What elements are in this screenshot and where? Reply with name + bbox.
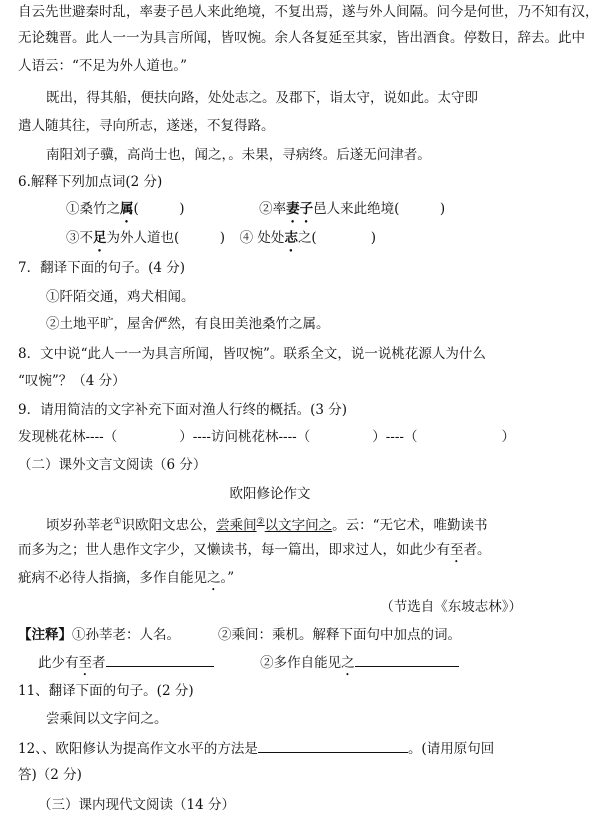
q8-line-1: 8．文中说“此人一一为具言所闻，皆叹惋”。联系全文，说一说桃花源人为什么 [18,346,486,362]
source-citation: （节选自《东坡志林》） [380,599,522,615]
q6-row-2 [66,228,528,255]
q12-line-1: 12、、欧阳修认为提高作文水平的方法是 。(请用原句回 [18,738,528,759]
word-item-2: ②多作自能见之 [260,655,459,671]
q7-title: 7．翻译下面的句子。(4 分) [18,260,186,276]
passage-line-6-part-a: 南阳刘子骥，高尚士也，闻之 [46,147,222,163]
note-1: ①孙莘老：人名。 [72,627,180,643]
word-questions [38,652,528,679]
note-2: ②乘间：乘机。解释下面句中加点的词。 [218,627,461,643]
passage-line-1: 自云先世避秦时乱，率妻子邑人来此绝境，不复出焉，遂与外人间隔。问今是何世，乃不知有汉， [18,4,599,20]
notes-line [18,625,528,645]
q6-item-a: ①桑竹之属( ) [66,201,185,217]
passage-line-4: 既出，得其船，便扶向路，处处志之。及郡下，诣太守，说如此。太守即 [46,90,478,106]
q9-flow: 发现桃花林----（ ）----访问桃花林----（ ）----（ ） [18,429,515,445]
passage-line-6: 南阳刘子骥，高尚士也，闻之，。未果，寻病终。后遂无问津者。 [46,147,431,163]
q7-sentence-2: ②土地平旷，屋舍俨然，有良田美池桑竹之属。 [46,316,330,332]
classical-line-3: 疵病不必待人指摘，多作自能见之。” [18,570,235,586]
q6-title: 6.解释下列加点词(2 分) [18,174,163,190]
passage-title: 欧阳修论作文 [229,486,311,502]
classical-line-2: 而多为之；世人患作文字少，又懒读书，每一篇出，即求过人，如此少有至者。 [18,542,491,558]
q11-sentence: 尝乘间以文字问之。 [46,711,168,727]
classical-line-1: 顷岁孙莘老①识欧阳文忠公，尝乘间②以文字问之。云：“无它术，唯勤读书 [46,517,488,534]
q6-row-1 [66,199,528,226]
passage-line-5: 遣人随其往，寻向所志，遂迷，不复得路。 [18,118,275,134]
passage-line-6-part-b: 。未果，寻病终。后遂无问津者。 [228,147,431,163]
q9-title: 9．请用简洁的文字补充下面对渔人行终的概括。(3 分) [18,402,348,418]
q7-sentence-1: ①阡陌交通，鸡犬相闻。 [46,289,195,305]
passage-line-2: 无论魏晋。此人一一为具言所闻，皆叹惋。余人各复延至其家，皆出酒食。停数日，辞去。此中 [18,30,585,46]
q6-item-c: ③不足为外人道也( ) [66,230,226,246]
q6-item-d: ④ 处处志之( ) [239,230,376,246]
q12-line-2: 答)（2 分) [18,767,82,783]
q11-title: 11、翻译下面的句子。(2 分) [18,683,194,699]
section-2-heading: （二）课外文言文阅读（6 分） [18,457,207,473]
q6-item-b: ②率妻子邑人来此绝境( ) [259,201,446,217]
passage-line-3: 人语云：“不足为外人道也。” [18,58,188,74]
word-item-1: 此少有至者 [38,655,214,671]
q8-line-2: “叹惋”？（4 分） [18,373,126,389]
notes-label: 【注释】 [18,627,72,643]
section-3-heading: （三）课内现代文阅读（14 分） [38,797,235,813]
